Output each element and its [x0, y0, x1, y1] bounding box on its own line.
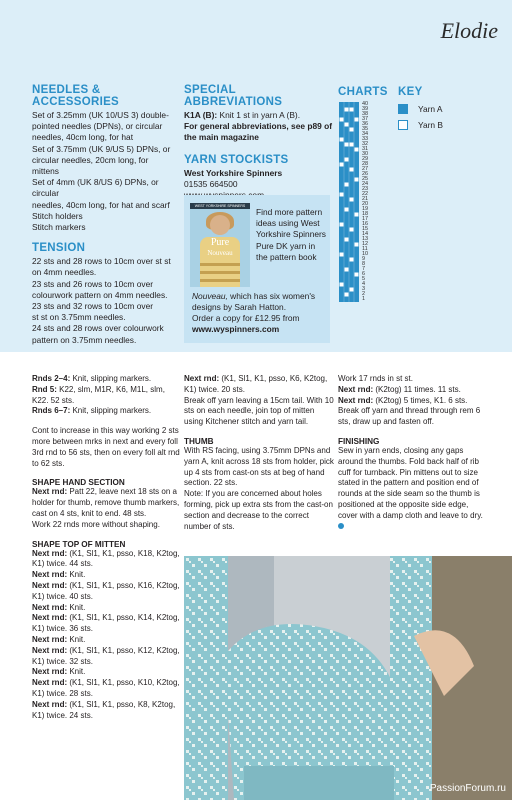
chart-row-number: 24	[362, 181, 369, 187]
text-line: 23 sts and 26 rows to 10cm over	[32, 278, 154, 289]
text-line: 23 sts and 32 rows to 10cm over	[32, 301, 154, 312]
text-line: needles, 40cm long, for hat and scarf	[32, 199, 170, 210]
row-label: Next rnd:	[184, 374, 220, 383]
row-text: Knit, slipping markers.	[70, 406, 152, 416]
text-line: pointed needles (DPNs), or circular	[32, 121, 163, 132]
chart-row-number: 23	[362, 186, 369, 192]
chart-row-number: 25	[362, 176, 369, 182]
page-title: Elodie	[440, 18, 498, 43]
row-text: Knit, slipping markers.	[70, 374, 152, 383]
thumb-note: Note: If you are concerned about holes forming, pick up extra sts from the cast-on section and decrease to the correct number of sts.	[184, 489, 333, 531]
stockist-name: West Yorkshire Spinners	[184, 167, 283, 178]
row-label: Next rnd:	[32, 645, 68, 655]
abbreviation-note: For general abbreviations, see p89 of the main magazine	[184, 121, 333, 143]
chart-row-number: 16	[362, 221, 369, 227]
chart-row-number: 20	[362, 201, 369, 207]
chart-row-number: 39	[362, 106, 369, 112]
pattern-row	[32, 613, 182, 635]
row-text: (K1, Sl1, K1, psso, K14, K2tog, K1) twice. 36 sts.	[32, 613, 180, 634]
chart-row-number: 13	[362, 236, 369, 242]
chart-row-number: 19	[362, 206, 369, 212]
pattern-row	[32, 667, 182, 678]
chart-row-number: 28	[362, 161, 369, 167]
promo-box	[184, 195, 330, 343]
row-label: Rnd 5:	[32, 384, 57, 394]
finishing-text: Sew in yarn ends, closing any gaps around the thumbs. Fold back half of rib cuff for turnback. Pin mittens out to size stated in the pattern and position end of rounds at the side seam so the thumb is positioned at the opposite side edge, cover with a damp cloth and leave to dry.	[338, 445, 483, 520]
row-text: Knit.	[67, 667, 86, 677]
row-label: Next rnd:	[338, 395, 374, 405]
row-label: Next rnd:	[32, 570, 68, 580]
pattern-row	[32, 374, 182, 385]
thumb-paragraph: With RS facing, using 3.75mm DPNs and yarn A, knit across 18 sts from holder, pick up 4 sts from cast-on sts at beg of hand section. 22 sts.	[184, 445, 334, 488]
text-line: circular needles, 20cm long, for mittens	[32, 154, 149, 177]
needles-list	[32, 110, 177, 233]
promo-book-desc: which has six women's designs by Sarah Hatton.	[192, 291, 316, 313]
thumb-decrease-rows	[338, 385, 488, 407]
text-line: Set of 3.75mm (UK 9/US 5) DPNs, or	[32, 143, 171, 154]
chart-row-number: 11	[362, 246, 368, 252]
pattern-row	[338, 396, 488, 407]
text-line: st st on 3.75mm needles.	[32, 312, 126, 323]
chart-row-number: 22	[362, 191, 369, 197]
text-line: Set of 4mm (UK 8/US 6) DPNs, or circular	[32, 177, 159, 199]
row-label: Next rnd:	[32, 487, 68, 497]
chart-row-number: 34	[362, 131, 369, 137]
stockists-heading: YARN STOCKISTS	[184, 153, 289, 166]
chart-row-number: 4	[362, 281, 366, 287]
row-text: Knit.	[67, 634, 86, 644]
pattern-row	[32, 549, 182, 571]
row-text: (K1, Sl1, K1, psso, K12, K2tog, K1) twice. 32 sts.	[32, 645, 180, 666]
pattern-row	[32, 581, 182, 603]
key-label: Yarn A	[418, 104, 443, 114]
end-mark-icon	[338, 523, 344, 529]
mitten-cuff	[244, 766, 394, 800]
yarn-b-swatch	[398, 120, 408, 130]
body-column-3	[338, 374, 488, 541]
key-item-yarn-b	[398, 120, 443, 130]
chart-row-number: 7	[362, 266, 366, 272]
chart-row-number: 29	[362, 156, 369, 162]
fasten-off: Break off yarn and thread through rem 6 sts, draw up and fasten off.	[338, 406, 481, 427]
row-text: (K1, Sl1, K1, psso, K6, K2tog, K1) twice. 20 sts.	[184, 374, 328, 394]
chart-row-number: 12	[362, 241, 369, 247]
mitten-top-heading: SHAPE TOP OF MITTEN	[32, 539, 126, 549]
chart-row-number: 40	[362, 101, 369, 107]
chart-row-number: 6	[362, 271, 366, 277]
body-column-1	[32, 374, 182, 721]
pattern-row	[32, 406, 182, 417]
chart-row-number: 21	[362, 196, 369, 202]
hand-work: Work 22 rnds more without shaping.	[32, 519, 160, 529]
row-text: (K2tog) 11 times. 11 sts.	[373, 384, 461, 394]
row-label: Next rnd:	[32, 634, 68, 644]
yarn-a-swatch	[398, 104, 408, 114]
chart-row-number: 18	[362, 211, 369, 217]
chart-row-number: 36	[362, 121, 369, 127]
row-label: Next rnd:	[32, 548, 68, 558]
chart-row-number: 32	[362, 141, 369, 147]
text-line: Stitch markers	[32, 222, 86, 233]
promo-url[interactable]: www.wyspinners.com	[192, 324, 280, 334]
colourwork-chart	[339, 102, 359, 302]
row-label: Rnds 6–7:	[32, 406, 71, 416]
pattern-row	[32, 603, 182, 614]
finishing-paragraph	[338, 446, 488, 532]
chart-row-number: 15	[362, 226, 369, 232]
cover-subtitle: Nouveau	[207, 249, 233, 257]
abbreviations-column	[184, 84, 334, 201]
promo-order: Order a copy for £12.95 from	[192, 313, 300, 323]
text-line: Stitch holders	[32, 210, 83, 221]
abbreviation-term: K1A (B):	[184, 110, 218, 120]
chart-row-number: 27	[362, 166, 369, 172]
abbreviation-definition: Knit 1 st in yarn A (B).	[217, 110, 301, 120]
photo-illustration	[184, 556, 512, 800]
thumb-heading: THUMB	[184, 436, 214, 446]
chart-row-number: 31	[362, 146, 369, 152]
row-label: Next rnd:	[32, 667, 68, 677]
charts-heading: CHARTS	[338, 86, 388, 98]
promo-book-line	[192, 291, 327, 313]
materials-column	[32, 84, 177, 346]
chart-row-number: 30	[362, 151, 369, 157]
text-line: 24 sts and 28 rows over colourwork	[32, 323, 164, 334]
pattern-row	[32, 700, 182, 722]
chart-row-number: 17	[362, 216, 369, 222]
pattern-row	[32, 646, 182, 668]
chart-row-number: 3	[362, 286, 366, 292]
chart-row-number: 10	[362, 251, 369, 257]
row-text: Knit.	[67, 570, 86, 580]
row-label: Rnds 2–4:	[32, 374, 71, 383]
chart-row-number: 26	[362, 171, 369, 177]
chart-row-numbers	[362, 102, 378, 302]
book-cover-image	[190, 203, 250, 287]
cover-logo: WEST YORKSHIRE SPINNERS	[194, 204, 246, 208]
row-label: Next rnd:	[32, 580, 68, 590]
chart-row-number: 38	[362, 111, 369, 117]
row-text: (K1, Sl1, K1, psso, K18, K2tog, K1) twice. 44 sts.	[32, 548, 180, 569]
pattern-row	[32, 570, 182, 581]
row-label: Next rnd:	[32, 699, 68, 709]
text-line: needles, 40cm long, for hat	[32, 132, 134, 143]
chart-row-number: 33	[362, 136, 369, 142]
chart-row-number: 8	[362, 261, 366, 267]
abbreviation-line	[184, 110, 334, 121]
row-text: K22, slm, M1R, K6, M1L, slm, K22. 52 sts.	[32, 384, 165, 405]
stockist-phone: 01535 664500	[184, 178, 238, 189]
break-yarn-paragraph: Break off yarn leaving a 15cm tail. With 10 sts on each needle, join top of mitten using Kitchener stitch and yarn tail.	[184, 395, 334, 427]
key-heading: KEY	[398, 86, 423, 98]
pattern-row	[32, 635, 182, 646]
cover-stripe	[200, 271, 240, 274]
row-text: (K1, Sl1, K1, psso, K8, K2tog, K1) twice. 24 sts.	[32, 699, 176, 720]
text-line: colourwork pattern on 4mm needles.	[32, 289, 168, 300]
needles-heading: NEEDLES & ACCESSORIES	[32, 84, 120, 108]
pattern-row	[32, 678, 182, 700]
scarf-right	[390, 556, 432, 800]
row-label: Next rnd:	[32, 613, 68, 623]
increase-paragraph: Cont to increase in this way working 2 sts more between mrks in next and every foll 3rd rnd to 56 sts, then on every foll alt rnd to 62 sts.	[32, 426, 180, 468]
chart-row-number: 35	[362, 126, 369, 132]
chart-row-number: 2	[362, 291, 366, 297]
finishing-heading: FINISHING	[338, 436, 380, 446]
text-line: pattern on 3.75mm needles.	[32, 334, 137, 345]
key-item-yarn-a	[398, 104, 443, 114]
watermark: PassionForum.ru	[429, 783, 506, 794]
hand-section-heading: SHAPE HAND SECTION	[32, 478, 125, 488]
cover-stripe	[200, 263, 240, 266]
row-label: Next rnd:	[338, 384, 374, 394]
row-label: Next rnd:	[32, 678, 68, 688]
chart-row-number: 37	[362, 116, 369, 122]
mittens-scarf-photo	[184, 556, 512, 800]
row-text: Knit.	[67, 602, 86, 612]
row-label: Next rnd:	[32, 602, 68, 612]
row-text: (K2tog) 5 times, K1. 6 sts.	[373, 395, 468, 405]
scarf-left	[184, 556, 228, 800]
thumb-work: Work 17 rnds in st st.	[338, 374, 413, 383]
tension-heading: TENSION	[32, 242, 86, 255]
decrease-row	[184, 374, 334, 396]
pattern-row	[338, 385, 488, 396]
mitten-top-rows	[32, 549, 182, 722]
cover-stripe	[200, 279, 240, 282]
body-column-2	[184, 374, 334, 541]
cover-title: Pure	[210, 237, 230, 248]
chart-row-number: 14	[362, 231, 369, 237]
text-line: on 4mm needles.	[32, 267, 97, 278]
chart-row-number: 1	[362, 296, 366, 302]
row-text: (K1, Sl1, K1, psso, K16, K2tog, K1) twice. 40 sts.	[32, 580, 180, 601]
chart-row-number: 5	[362, 276, 366, 282]
promo-text: Find more pattern ideas using West Yorkshire Spinners Pure DK yarn in the pattern book	[256, 207, 326, 262]
hand-section-row	[32, 487, 182, 519]
cover-face	[210, 215, 230, 235]
row-text: (K1, Sl1, K1, psso, K10, K2tog, K1) twice. 28 sts.	[32, 678, 180, 698]
abbreviations-heading: SPECIAL ABBREVIATIONS	[184, 84, 283, 108]
row-text: Patt 22, leave next 18 sts on a holder for thumb, remove thumb markers, cast on 4 sts, knit to end. 48 sts.	[32, 487, 180, 518]
key-label: Yarn B	[418, 120, 443, 130]
promo-book-title: Nouveau,	[192, 291, 228, 301]
pattern-row	[32, 385, 182, 407]
chart-row-number: 9	[362, 256, 366, 262]
tension-list	[32, 256, 177, 346]
text-line: Set of 3.25mm (UK 10/US 3) double-	[32, 110, 169, 120]
increase-rounds	[32, 374, 182, 417]
text-line: 22 sts and 28 rows to 10cm over st st	[32, 256, 171, 267]
